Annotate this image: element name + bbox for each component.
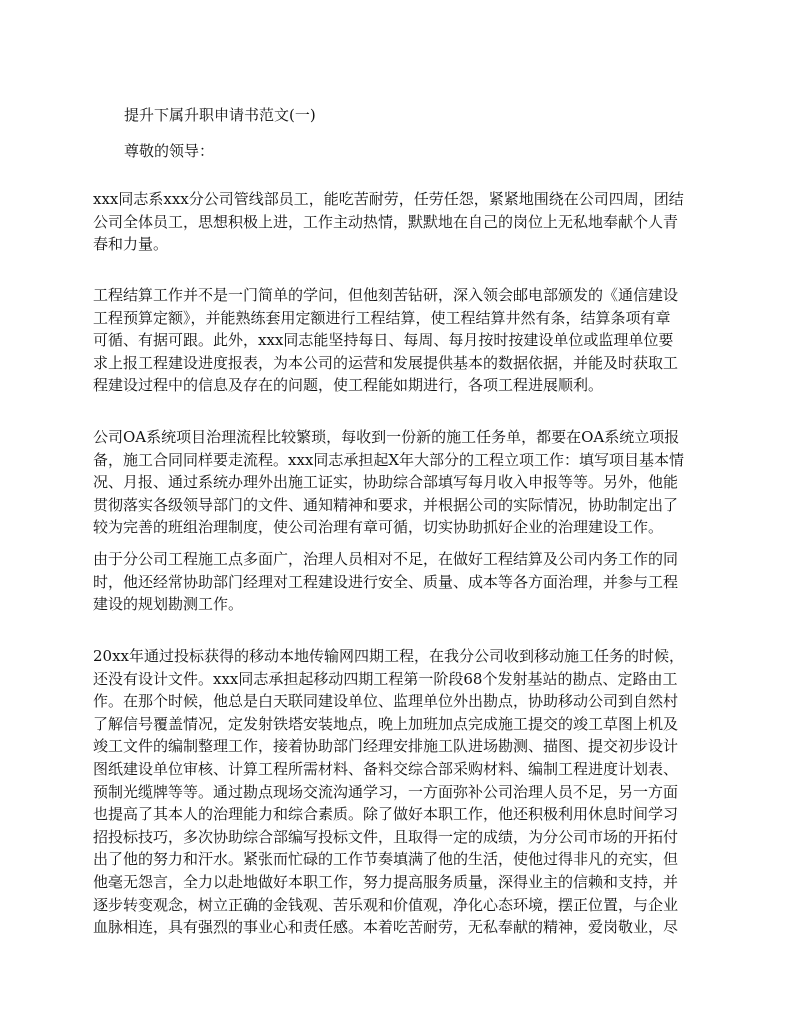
text-line: 还没有设计文件。xxx同志承担起移动四期工程第一阶段68个发射基站的勘点、定路由工 bbox=[93, 669, 678, 688]
text-line: 求上报工程建设进度报表，为本公司的运营和发展提供基本的数据依据，并能及时获取工 bbox=[93, 353, 679, 372]
text-line: 逐步转变观念，树立正确的金钱观、苦乐观和价值观，净化心态环境，摆正位置，与企业 bbox=[93, 895, 679, 914]
text-line: 备，施工合同同样要走流程。xxx同志承担起X年大部分的工程立项工作：填写项目基本情 bbox=[93, 450, 685, 469]
text-line: 程建设过程中的信息及存在的问题，使工程能如期进行，各项工程进展顺利。 bbox=[93, 376, 604, 395]
text-line: 也提高了其本人的治理能力和综合素质。除了做好本职工作，他还积极利用休息时间学习 bbox=[93, 805, 679, 824]
text-line: 招投标技巧，多次协助综合部编写投标文件，且取得一定的成绩，为分公司市场的开拓付 bbox=[93, 827, 679, 846]
text-line: xxx同志系xxx分公司管线部员工，能吃苦耐劳，任劳任怨，紧紧地围绕在公司四周，团结 bbox=[93, 190, 684, 208]
text-line: 20xx年通过投标获得的移动本地传输网四期工程，在我分公司收到移动施工任务的时候， bbox=[93, 647, 685, 665]
paragraph-4 bbox=[93, 548, 713, 616]
text-line: 公司全体员工，思想积极上进，工作主动热情，默默地在自己的岗位上无私地奉献个人青 bbox=[93, 212, 679, 231]
document-title: 提升下属升职申请书范文(一) bbox=[124, 106, 316, 124]
text-line: 竣工文件的编制整理工作，接着协助部门经理安排施工队进场勘测、描图、提交初步设计 bbox=[93, 737, 679, 756]
paragraph-2 bbox=[93, 284, 713, 397]
text-line: 时，他还经常协助部门经理对工程建设进行安全、质量、成本等各方面治理，并参与工程 bbox=[93, 572, 679, 591]
text-line: 了解信号覆盖情况，定发射铁塔安装地点，晚上加班加点完成施工提交的竣工草图上机及 bbox=[93, 714, 679, 733]
text-line: 他毫无怨言，全力以赴地做好本职工作，努力提高服务质量，深得业主的信赖和支持，并 bbox=[93, 872, 679, 891]
text-line: 工程预算定额》，并能熟练套用定额进行工程结算，使工程结算井然有条，结算条项有章 bbox=[93, 308, 671, 327]
text-line: 预制光缆牌等等。通过勘点现场交流沟通学习，一方面弥补公司治理人员不足，另一方面 bbox=[93, 782, 679, 801]
text-line: 血脉相连，具有强烈的事业心和责任感。本着吃苦耐劳，无私奉献的精神，爱岗敬业，尽 bbox=[93, 918, 679, 937]
salutation: 尊敬的领导： bbox=[124, 142, 215, 160]
text-line: 可循、有据可跟。此外，xxx同志能坚持每日、每周、每月按时按建设单位或监理单位要 bbox=[93, 331, 674, 350]
paragraph-5 bbox=[93, 645, 713, 939]
text-line: 较为完善的班组治理制度，使公司治理有章可循，切实协助抓好企业的治理建设工作。 bbox=[93, 518, 664, 537]
text-line: 建设的规划勘测工作。 bbox=[93, 595, 244, 614]
text-line: 贯彻落实各级领导部门的文件、通知精神和要求，并根据公司的实际情况，协助制定出了 bbox=[93, 495, 679, 514]
text-line: 作。在那个时候，他总是白天联同建设单位、监理单位外出勘点，协助移动公司到自然村 bbox=[93, 692, 679, 711]
text-line: 出了他的努力和汗水。紧张而忙碌的工作节奏填满了他的生活，使他过得非凡的充实，但 bbox=[93, 850, 679, 869]
text-line: 由于分公司工程施工点多面广，治理人员相对不足，在做好工程结算及公司内务工作的同 bbox=[93, 550, 679, 568]
text-line: 图纸建设单位审核、计算工程所需材料、备料交综合部采购材料、编制工程进度计划表、 bbox=[93, 759, 679, 778]
paragraph-3 bbox=[93, 426, 713, 539]
text-line: 工程结算工作并不是一门简单的学问，但他刻苦钻研，深入领会邮电部颁发的《通信建设 bbox=[93, 286, 679, 304]
text-line: 况、月报、通过系统办理外出施工证实，协助综合部填写每月收入申报等等。另外，他能 bbox=[93, 473, 679, 492]
text-line: 春和力量。 bbox=[93, 235, 169, 254]
text-line: 公司OA系统项目治理流程比较繁琐，每收到一份新的施工任务单，都要在OA系统立项报 bbox=[93, 428, 680, 446]
paragraph-1 bbox=[93, 188, 713, 256]
